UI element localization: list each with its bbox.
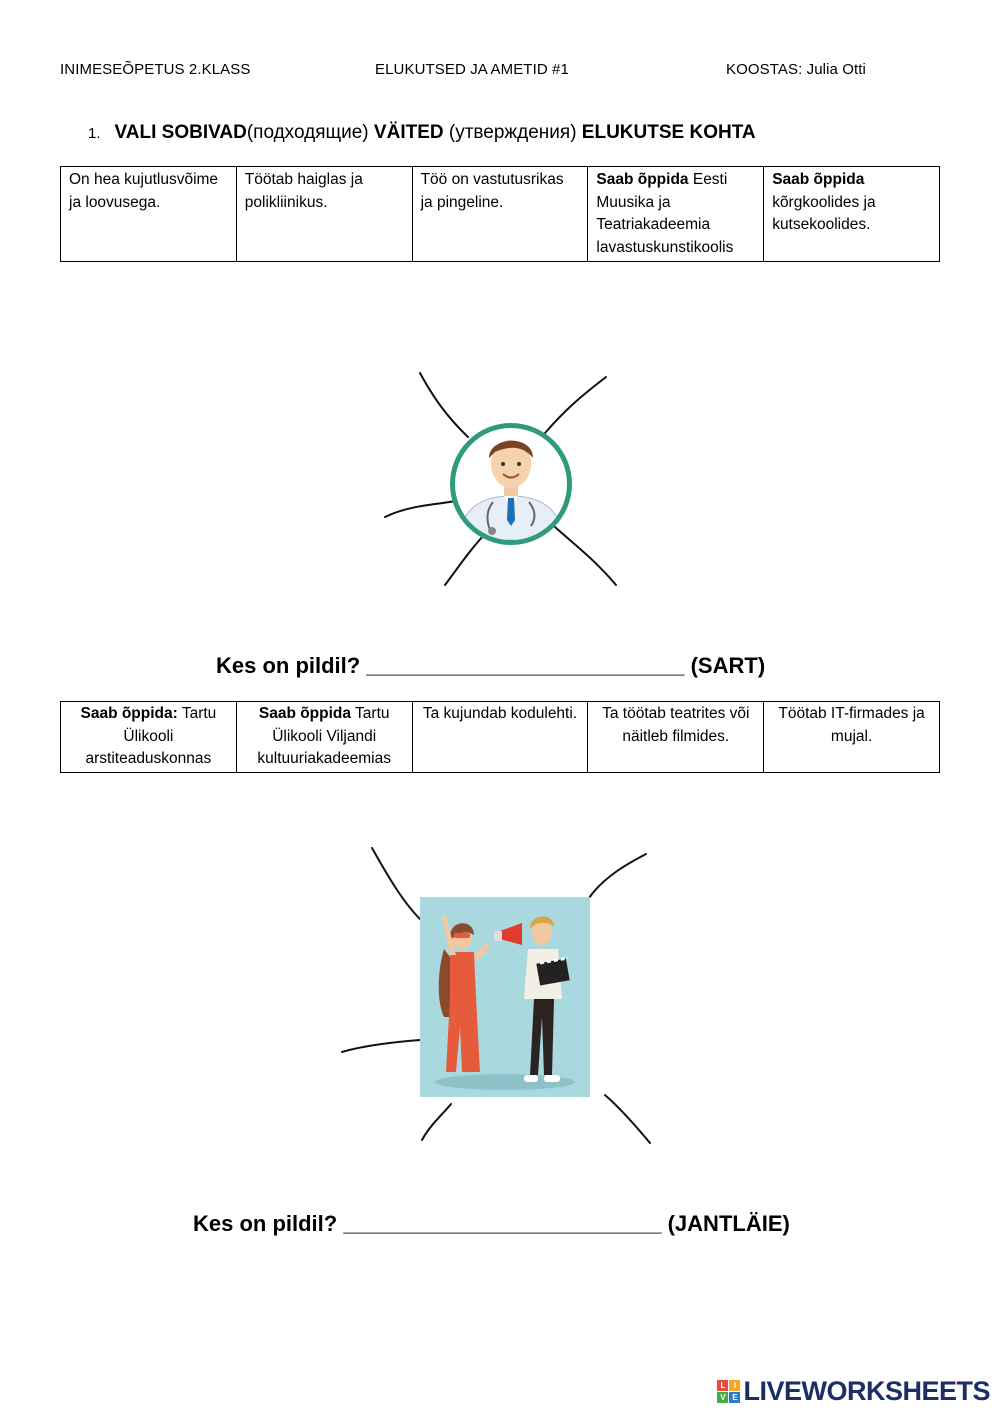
statement-card[interactable]: Saab õppida kõrgkoolides ja kutsekoolides. (764, 167, 940, 262)
connector-line (385, 501, 455, 517)
scrambled-hint: (JANTLÄIE) (667, 1211, 790, 1236)
connector-line (420, 373, 468, 437)
statement-card[interactable]: Töötab IT-firmades ja mujal. (764, 702, 940, 773)
logo-text: LIVEWORKSHEETS (743, 1376, 990, 1406)
statement-card[interactable]: Saab õppida Eesti Muusika ja Teatriakadeemia lavastuskunstikoolis (588, 167, 764, 262)
task-number: 1. (88, 125, 101, 142)
header-author: KOOSTAS: Julia Otti (726, 61, 866, 78)
task-part5: ELUKUTSE KOHTA (581, 122, 756, 143)
actors-illustration[interactable] (420, 897, 590, 1097)
connector-line (605, 1095, 650, 1143)
connector-line (445, 535, 484, 585)
question-1 (216, 653, 765, 679)
question-label: Kes on pildil? (216, 653, 361, 678)
doctor-illustration[interactable] (450, 423, 572, 545)
task-instruction (88, 122, 756, 144)
statements-table-2 (60, 701, 940, 773)
statement-card[interactable]: Töötab haiglas ja polikliinikus. (236, 167, 412, 262)
statement-card[interactable]: Ta töötab teatrites või näitleb filmides. (588, 702, 764, 773)
statement-card[interactable]: Ta kujundab kodulehti. (412, 702, 588, 773)
question-2 (193, 1211, 790, 1237)
scrambled-hint: (SART) (690, 653, 766, 678)
statement-card[interactable]: On hea kujutlusvõime ja loovusega. (61, 167, 237, 262)
question-label: Kes on pildil? (193, 1211, 338, 1236)
connector-line (342, 1040, 420, 1052)
header-worksheet-title: ELUKUTSED JA AMETID #1 (375, 61, 569, 78)
task-part4: (утверждения) (443, 122, 582, 143)
connector-line (589, 854, 646, 898)
connector-line (545, 377, 606, 433)
statement-card[interactable]: Saab õppida Tartu Ülikooli Viljandi kultuuriakadeemias (236, 702, 412, 773)
logo-icon: L I V E (717, 1380, 740, 1403)
connector-line (555, 527, 616, 585)
answer-blank[interactable]: __________________________ (343, 1211, 662, 1236)
statement-card[interactable]: Saab õppida: Tartu Ülikooli arstiteaduskonnas (61, 702, 237, 773)
statement-card[interactable]: Töö on vastutusrikas ja pingeline. (412, 167, 588, 262)
connector-line (372, 848, 423, 922)
header-class-label: INIMESEÕPETUS 2.KLASS (60, 61, 251, 78)
task-part2: (подходящие) (246, 122, 374, 143)
task-part3: VÄITED (373, 122, 444, 143)
liveworksheets-logo[interactable] (717, 1376, 990, 1407)
answer-blank[interactable]: __________________________ (366, 653, 685, 678)
task-part1: VALI SOBIVAD (114, 122, 247, 143)
connector-line (422, 1104, 451, 1140)
statements-table-1 (60, 166, 940, 262)
